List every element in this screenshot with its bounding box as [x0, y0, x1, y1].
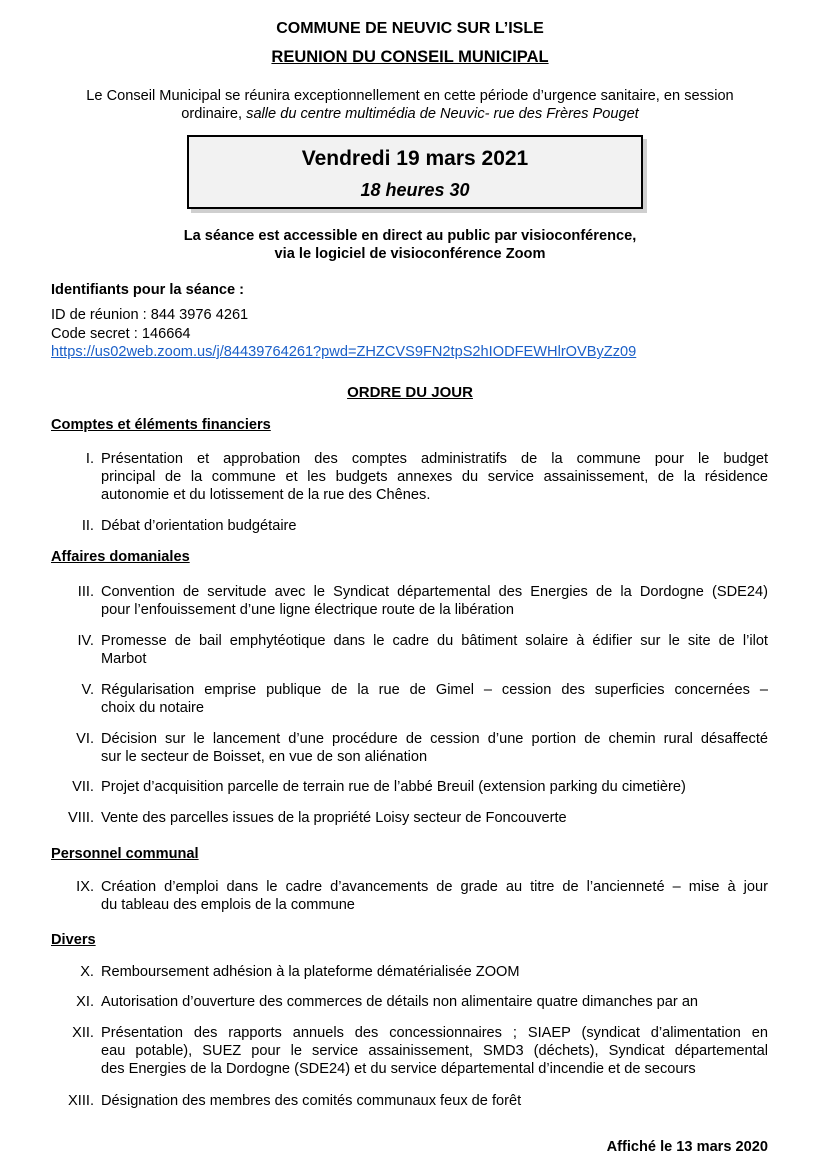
agenda-item-text	[101, 583, 768, 619]
agenda-item-line: eau potable), SUEZ pour le service assainissement, SMD3 (déchets), Syndicat départemental	[101, 1043, 768, 1059]
intro-plain: ordinaire,	[181, 106, 247, 122]
meeting-title: REUNION DU CONSEIL MUNICIPAL	[271, 48, 549, 66]
section-title: Personnel communal	[51, 846, 199, 862]
section-title: Comptes et éléments financiers	[51, 417, 271, 433]
agenda-item-line: Vente des parcelles issues de la propriété Loisy secteur de Foncouverte	[101, 810, 567, 826]
agenda-item-text	[101, 450, 768, 504]
agenda-item-line: sur le secteur de Boisset, en vue de son aliénation	[101, 749, 428, 765]
agenda-item-line: principal de la commune et les budgets annexes du service assainissement, de la résidence	[101, 469, 768, 485]
intro-line-1: Le Conseil Municipal se réunira exceptionnellement en cette période d’urgence sanitaire, en session	[86, 88, 734, 104]
identifiers-title: Identifiants pour la séance :	[51, 282, 245, 298]
agenda-item-line: Présentation des rapports annuels des concessionnaires ; SIAEP (syndicat d’alimentation en	[101, 1025, 768, 1041]
intro-paragraph	[50, 87, 770, 123]
agenda-item-line: Remboursement adhésion à la plateforme dématérialisée ZOOM	[101, 964, 520, 980]
agenda-item-line: Projet d’acquisition parcelle de terrain rue de l’abbé Breuil (extension parking du cimetière)	[101, 779, 686, 795]
section-title: Divers	[51, 932, 96, 948]
agenda-item-number: VIII.	[68, 810, 94, 826]
meeting-time: 18 heures 30	[360, 180, 470, 200]
agenda-item-line: pour l’enfouissement d’une ligne électrique route de la libération	[101, 602, 514, 618]
intro-location: salle du centre multimédia de Neuvic- rue des Frères Pouget	[246, 106, 639, 122]
agenda-item-number: IX.	[76, 879, 94, 895]
agenda-item-text	[101, 632, 768, 668]
identifiers-block	[51, 306, 636, 362]
agenda-item-number: VI.	[76, 731, 94, 747]
zoom-link[interactable]: https://us02web.zoom.us/j/84439764261?pwd=ZHZCVS9FN2tpS2hIODFEWHlrOVByZz09	[51, 344, 637, 360]
agenda-item-text	[101, 993, 768, 1011]
date-box	[187, 135, 643, 209]
agenda-item-number: XIII.	[68, 1093, 94, 1109]
posted-date: Affiché le 13 mars 2020	[606, 1139, 768, 1155]
agenda-item-number: II.	[81, 518, 94, 534]
access-line-1: La séance est accessible en direct au public par visioconférence,	[183, 228, 637, 244]
agenda-item-line: Débat d’orientation budgétaire	[101, 518, 297, 534]
agenda-item-line: choix du notaire	[101, 700, 205, 716]
agenda-item-text	[101, 963, 768, 981]
agenda-item-line: Convention de servitude avec le Syndicat départemental des Energies de la Dordogne (SDE24)	[101, 584, 768, 600]
agenda-item-number: XII.	[72, 1025, 94, 1041]
agenda-item-number: VII.	[72, 779, 94, 795]
agenda-item-text	[101, 1024, 768, 1078]
agenda-item-line: Régularisation emprise publique de la rue de Gimel – cession des superficies concernées –	[101, 682, 768, 698]
agenda-item-number: III.	[77, 584, 94, 600]
agenda-item-line: Marbot	[101, 651, 147, 667]
agenda-item-number: V.	[81, 682, 94, 698]
agenda-item-number: I.	[85, 451, 94, 467]
agenda-item-line: Promesse de bail emphytéotique dans le cadre du bâtiment solaire à édifier sur le site de l’ilot	[101, 633, 768, 649]
meeting-date: Vendredi 19 mars 2021	[301, 147, 529, 170]
agenda-item-line: Autorisation d’ouverture des commerces de détails non alimentaire quatre dimanches par an	[101, 994, 699, 1010]
agenda-item-number: XI.	[76, 994, 94, 1010]
commune-heading: COMMUNE DE NEUVIC SUR L’ISLE	[276, 20, 544, 37]
access-line-2: via le logiciel de visioconférence Zoom	[274, 246, 546, 262]
agenda-item-line: Désignation des membres des comités communaux feux de forêt	[101, 1093, 522, 1109]
agenda-item-text	[101, 681, 768, 717]
agenda-item-text	[101, 1092, 768, 1110]
agenda-item-number: IV.	[77, 633, 94, 649]
agenda-item-line: Présentation et approbation des comptes administratifs de la commune pour le budget	[101, 451, 768, 467]
agenda-item-text	[101, 878, 768, 914]
access-notice	[0, 227, 820, 263]
agenda-item-number: X.	[80, 964, 94, 980]
agenda-title: ORDRE DU JOUR	[347, 384, 473, 401]
meeting-id: ID de réunion : 844 3976 4261	[51, 307, 249, 323]
agenda-item-text	[101, 778, 768, 796]
agenda-item-line: du tableau des emplois de la commune	[101, 897, 355, 913]
agenda-item-line: autonomie et du lotissement de la rue des Chênes.	[101, 487, 431, 503]
agenda-item-text	[101, 517, 768, 535]
agenda-item-line: des Energies de la Dordogne (SDE24) et du service départemental d’incendie et de secours	[101, 1061, 696, 1077]
intro-line-2	[50, 105, 770, 123]
section-title: Affaires domaniales	[51, 549, 190, 565]
agenda-item-text	[101, 809, 768, 827]
agenda-item-line: Création d’emploi dans le cadre d’avancements de grade au titre de l’ancienneté – mise à jour	[101, 879, 768, 895]
agenda-item-text	[101, 730, 768, 766]
passcode: Code secret : 146664	[51, 325, 191, 342]
agenda-item-line: Décision sur le lancement d’une procédure de cession d’une portion de chemin rural désaffecté	[101, 731, 768, 747]
